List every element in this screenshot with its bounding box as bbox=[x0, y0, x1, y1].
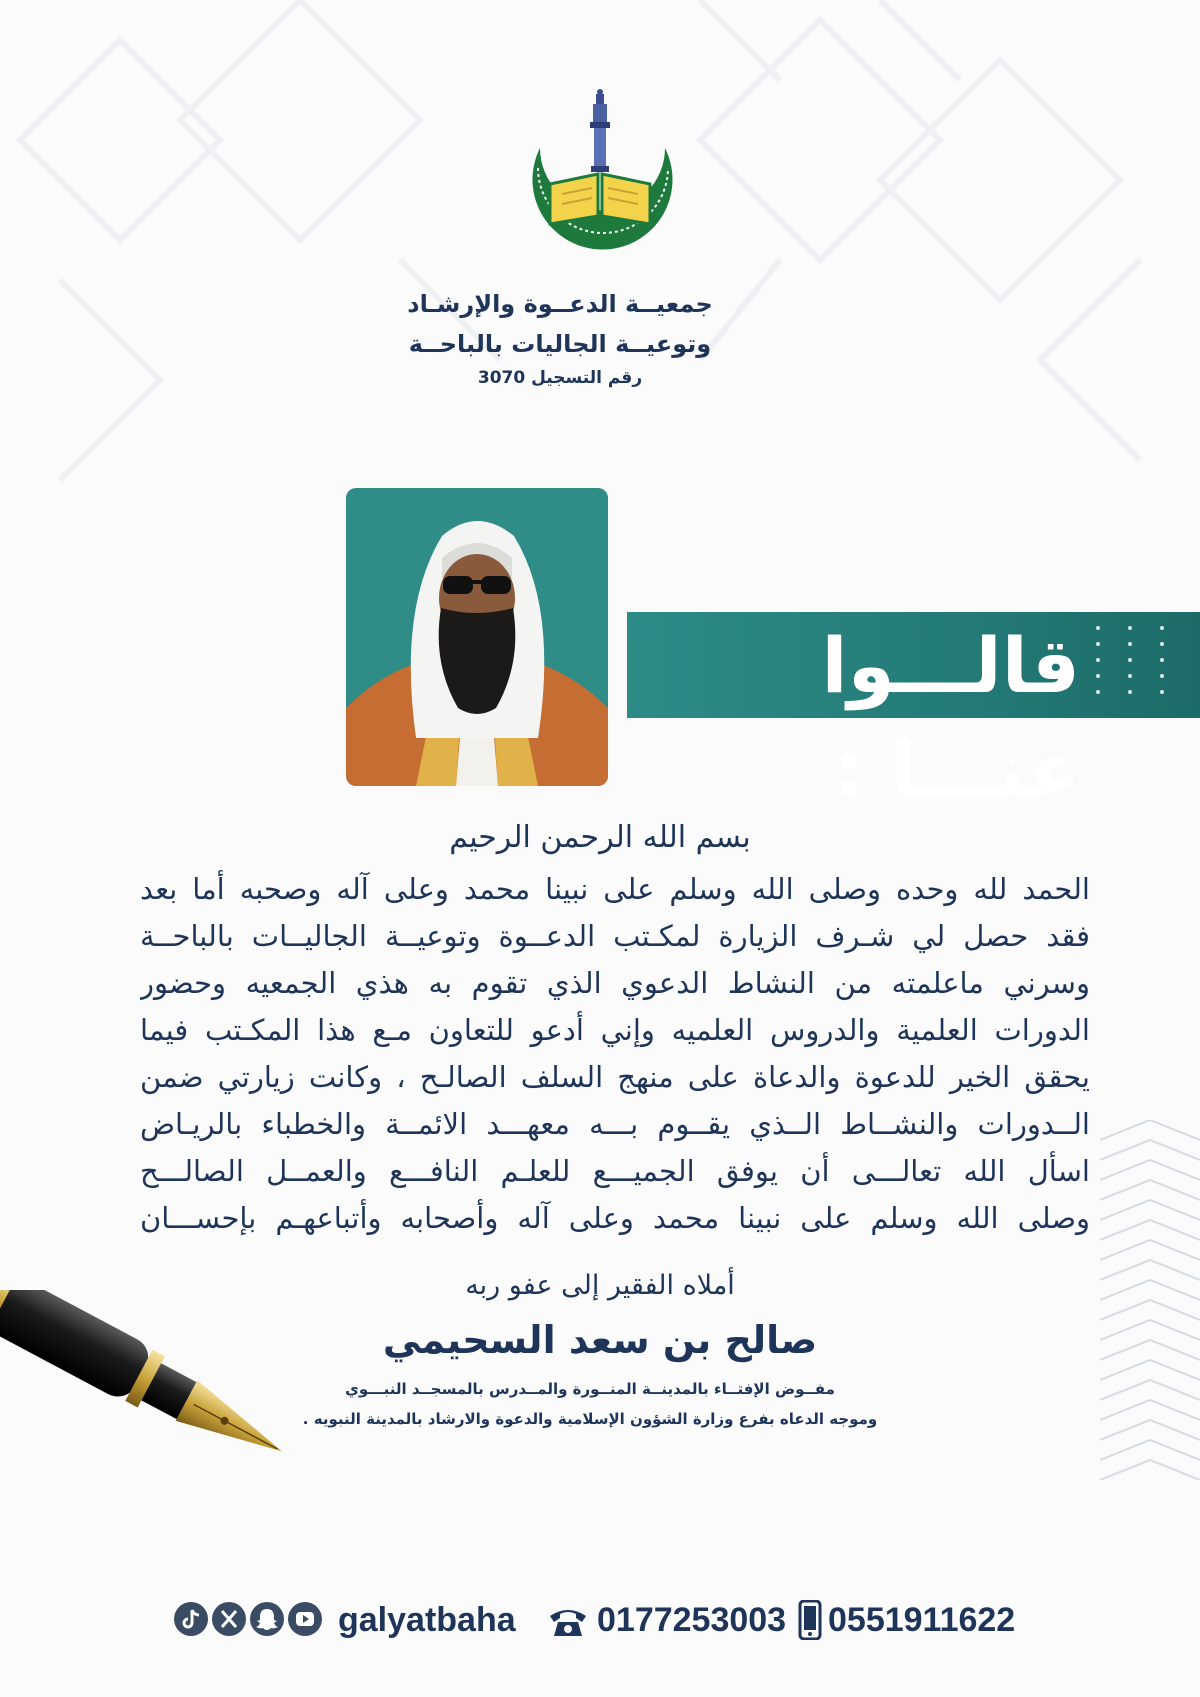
mobile-phone-icon bbox=[798, 1600, 822, 1640]
letter-line: وصلى الله وسلم على نبينا محمد وعلى آله وأصحابه وأتباعهـم بإحســـان bbox=[140, 1201, 1090, 1235]
organization-name-line2: وتوعيــة الجاليات بالباحــة bbox=[408, 330, 712, 358]
landline-number[interactable]: 0177253003 bbox=[597, 1601, 787, 1639]
letter-line: الــدورات والنشــاط الــذي يقــوم بـــه معهـــد الائمــة والخطباء بالريـاض bbox=[140, 1107, 1090, 1141]
letter-line: يحقق الخير للدعوة والدعاة على منهج السلف الصالـح ، وكانت زيارتي ضمن bbox=[140, 1060, 1090, 1094]
sheikh-portrait bbox=[346, 488, 608, 786]
youtube-icon[interactable] bbox=[288, 1602, 322, 1636]
signer-name: صالح بن سعد السحيمي bbox=[382, 1318, 818, 1362]
banner-title: قالـــوا عنـــا : bbox=[821, 621, 1080, 814]
dictated-by: أملاه الفقير إلى عفو ربه bbox=[465, 1270, 735, 1301]
letter-line: فقد حصل لي شـرف الزيارة لمكـتب الدعــوة وتوعيــة الجاليــات بالباحــة bbox=[140, 919, 1090, 953]
letter-body bbox=[140, 866, 1090, 1242]
mobile-number[interactable]: 0551911622 bbox=[828, 1601, 1016, 1639]
telephone-icon bbox=[548, 1606, 588, 1638]
social-handle[interactable]: galyatbaha bbox=[338, 1601, 516, 1639]
organization-logo bbox=[510, 88, 690, 266]
letter-line: الدورات العلمية والدروس العلميه وإني أدعو للتعاون مـع هذا المكـتب فيما bbox=[140, 1013, 1090, 1047]
letter-line: الحمد لله وحده وصلى الله وسلم على نبينا محمد وعلى آله وصحبه أما بعد bbox=[140, 872, 1090, 906]
fountain-pen-illustration bbox=[0, 1290, 330, 1520]
snapchat-icon[interactable] bbox=[250, 1602, 284, 1636]
tiktok-icon[interactable] bbox=[174, 1602, 208, 1636]
registration-number: رقم التسجيل 3070 bbox=[477, 368, 643, 388]
chevron-pattern-decoration bbox=[1100, 1120, 1200, 1480]
basmala: بسم الله الرحمن الرحيم bbox=[449, 820, 751, 855]
letter-line: اسأل الله تعالـــى أن يوفق الجميـــع للعلـم النافـــع والعمــل الصالـــح bbox=[140, 1154, 1090, 1188]
banner-dots-decoration bbox=[1090, 622, 1200, 708]
signer-title-line1: مفــوض الإفتــاء بالمدينــة المنــورة والمــدرس بالمسجــد النبـــوي bbox=[345, 1380, 835, 1398]
organization-name-line1: جمعيــة الدعــوة والإرشـاد bbox=[407, 290, 713, 318]
x-icon[interactable] bbox=[212, 1602, 246, 1636]
letter-line: وسرني ماعلمته من النشاط الدعوي الذي تقوم به هذي الجمعيه وحضور bbox=[140, 966, 1090, 1000]
signer-title-line2: وموجه الدعاه بفرع وزارة الشؤون الإسلامية والدعوة والارشاد بالمدينة النبويه . bbox=[302, 1410, 878, 1428]
